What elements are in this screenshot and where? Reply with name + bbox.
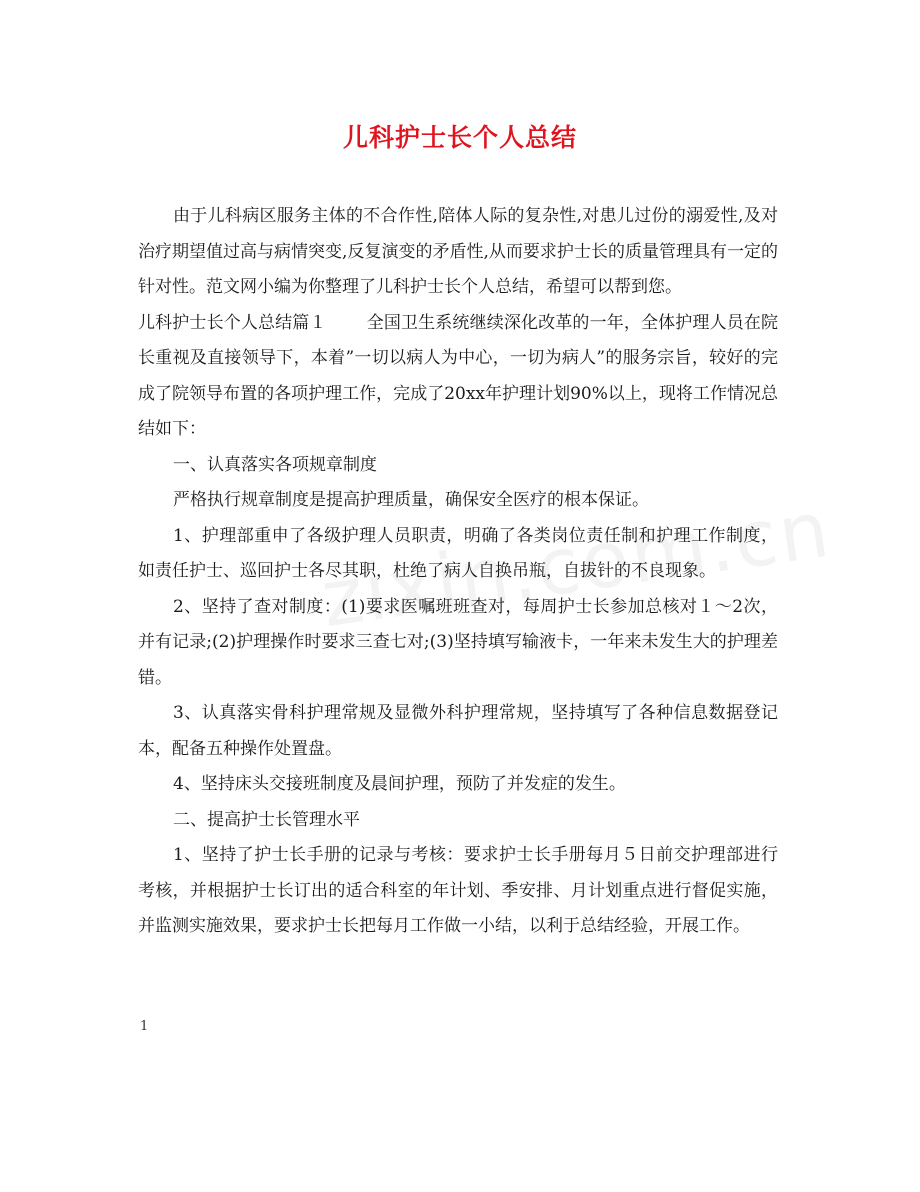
list-item-3: 3、认真落实骨科护理常规及显微外科护理常规，坚持填写了各种信息数据登记本，配备五种操作处置盘。 <box>138 703 778 759</box>
heading-rules: 一、认真落实各项规章制度 <box>173 454 377 475</box>
intro-paragraph: 由于儿科病区服务主体的不合作性,陪体人际的复杂性,对患儿过份的溺爱性,及对治疗期望值过高与病情突变,反复演变的矛盾性,从而要求护士长的质量管理具有一定的针对性。范文网小编为你整理了儿科护士长个人总结，希望可以帮到您。 <box>138 206 778 297</box>
list-item-5: 1、坚持了护士长手册的记录与考核：要求护士长手册每月５日前交护理部进行考核，并根据护士长订出的适合科室的年计划、季安排、月计划重点进行督促实施，并监测实施效果，要求护士长把每月工作做一小结，以利于总结经验，开展工作。 <box>138 845 778 936</box>
section-intro: 全国卫生系统继续深化改革的一年，全体护理人员在院长重视及直接领导下，本着”一切以病人为中心，一切为病人”的服务宗旨，较好的完成了院领导布置的各项护理工作，完成了20xx年护理计划90%以上，现将工作情况总结如下： <box>138 312 779 439</box>
heading-management: 二、提高护士长管理水平 <box>173 809 360 830</box>
section-paragraph <box>138 306 778 448</box>
list-item-4: 4、坚持床头交接班制度及晨间护理，预防了并发症的发生。 <box>173 774 626 794</box>
list-item-1: 1、护理部重申了各级护理人员职责，明确了各类岗位责任制和护理工作制度，如责任护士、巡回护士各尽其职，杜绝了病人自换吊瓶，自拔针的不良现象。 <box>138 525 778 581</box>
document-title: 儿科护士长个人总结 <box>342 123 577 152</box>
paragraph-rules: 严格执行规章制度是提高护理质量，确保安全医疗的根本保证。 <box>173 490 649 510</box>
list-item-2: 2、坚持了查对制度：(1)要求医嘱班班查对，每周护士长参加总核对１～2次，并有记录;(2)护理操作时要求三查七对;(3)坚持填写输液卡，一年来未发生大的护理差错。 <box>138 596 778 688</box>
section-label: 儿科护士长个人总结篇１ <box>138 312 327 333</box>
document-body <box>138 199 778 945</box>
page-number: 1 <box>140 1019 149 1034</box>
